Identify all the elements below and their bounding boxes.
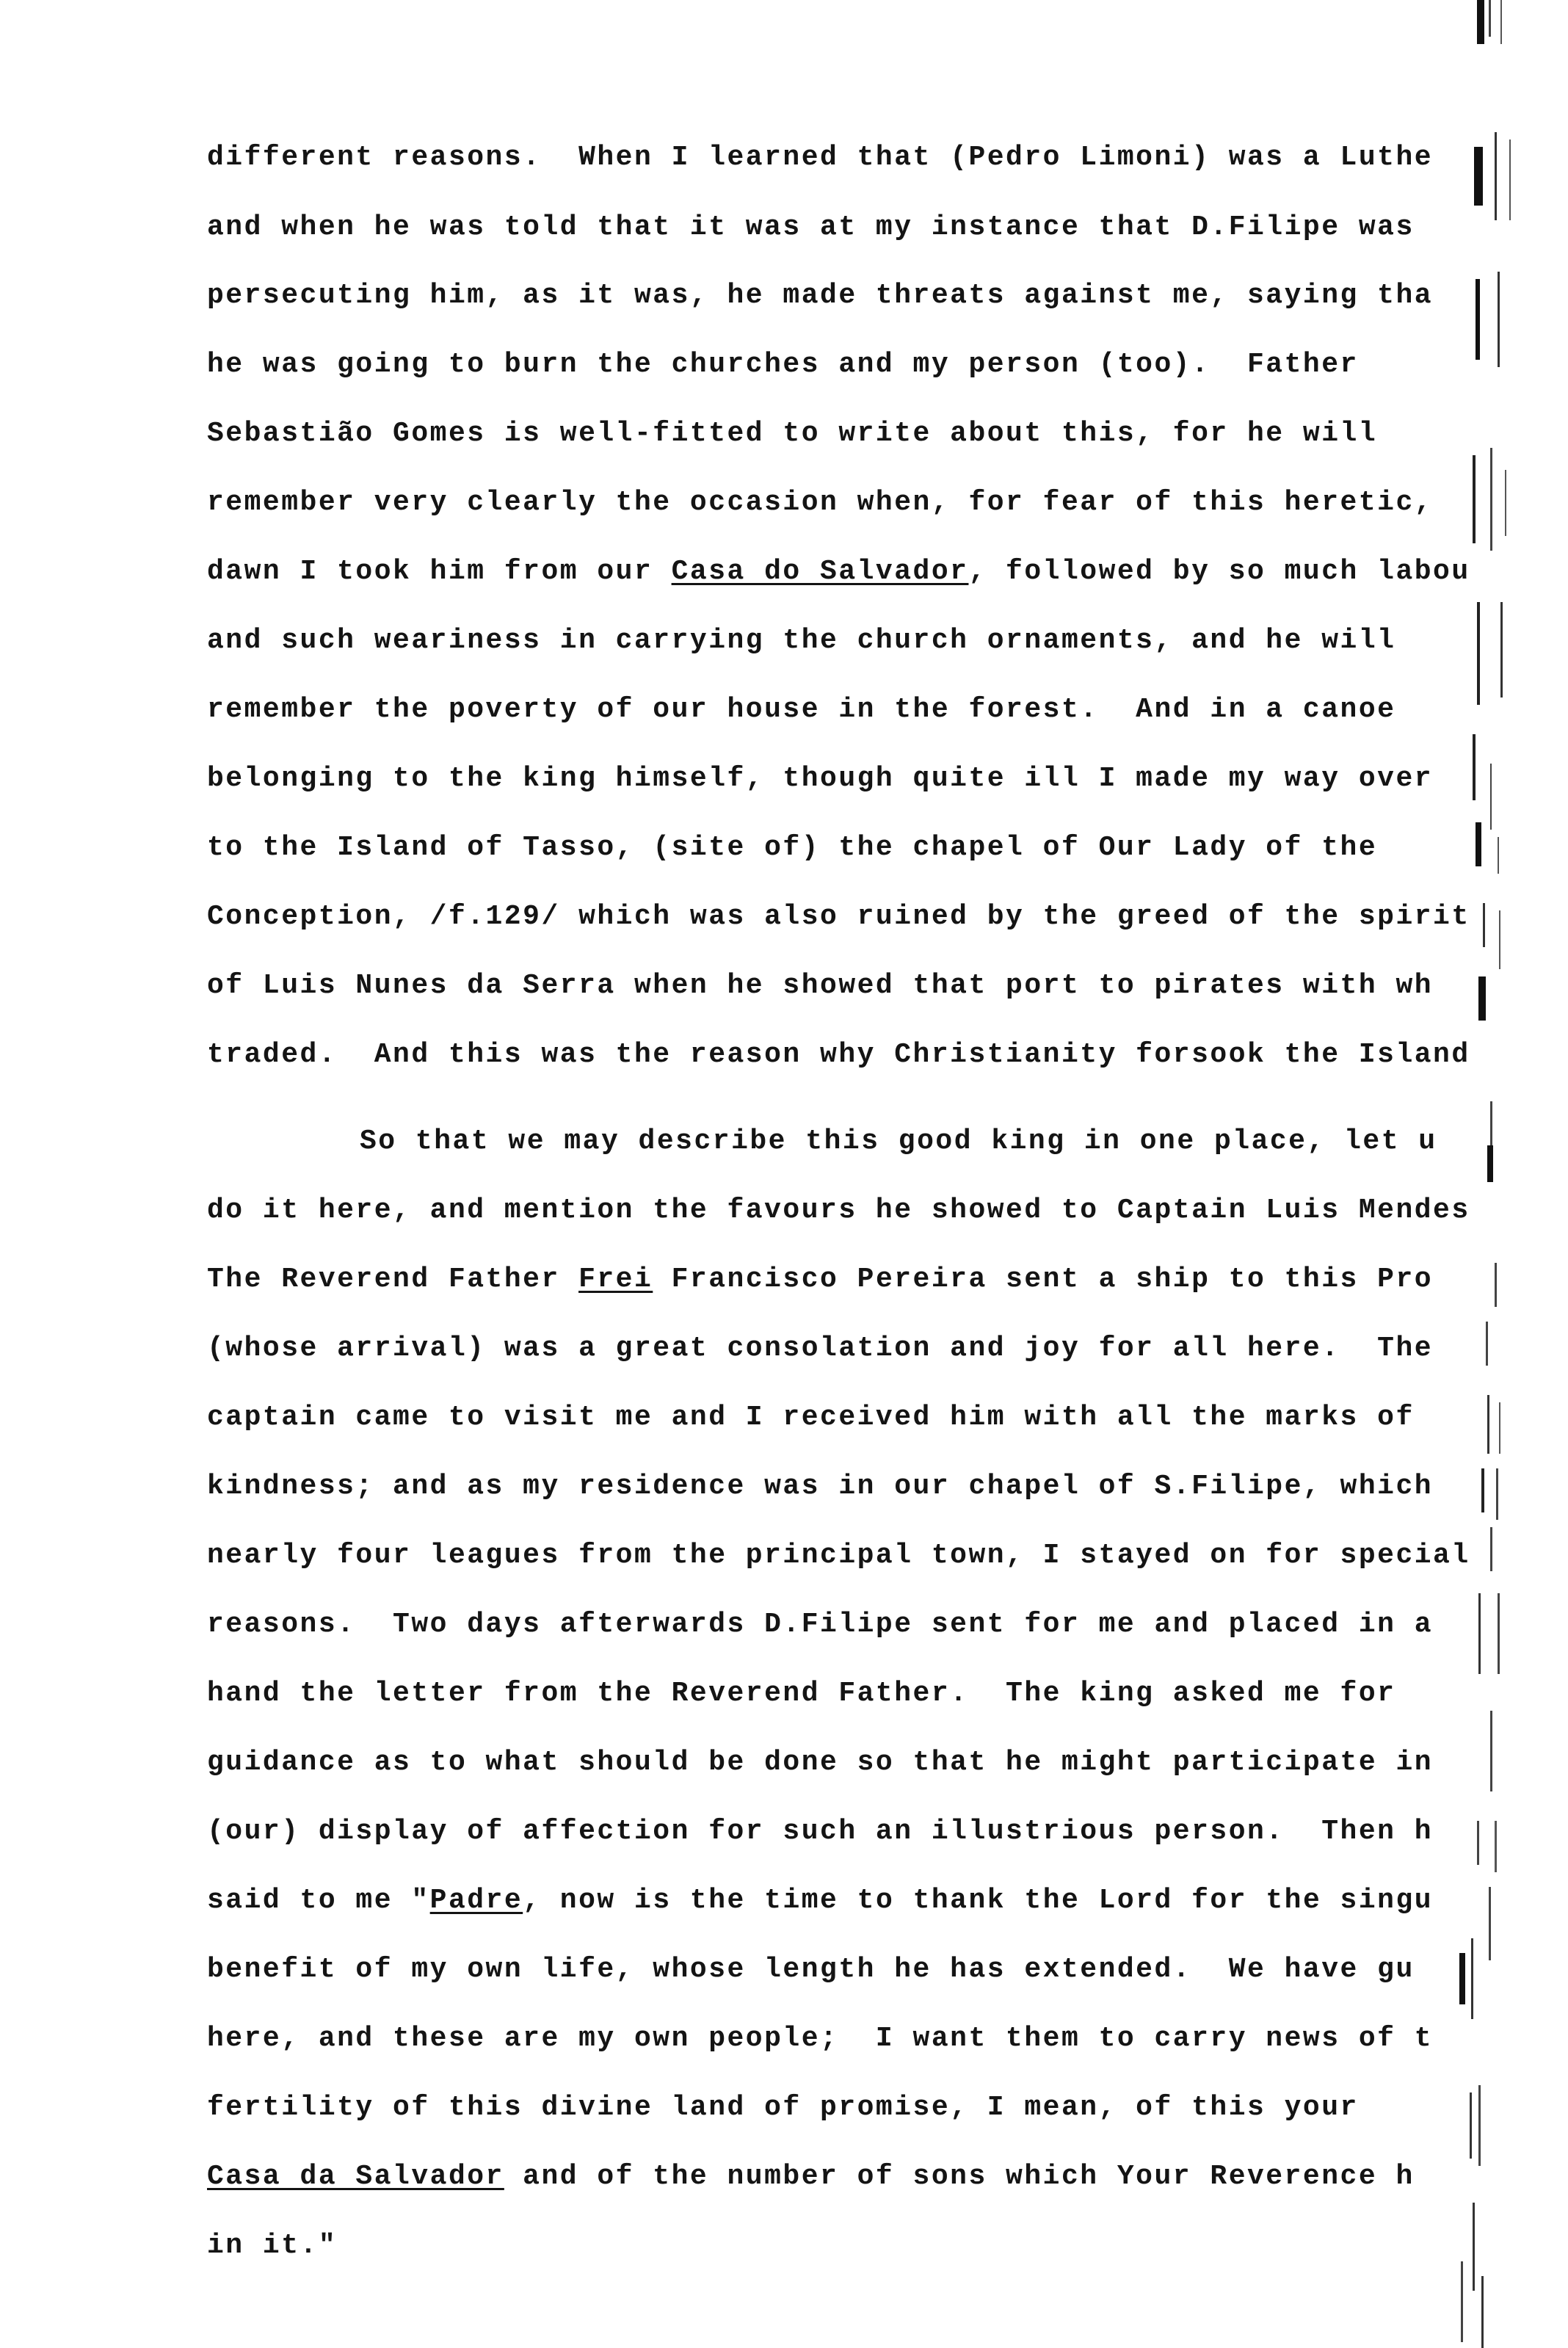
text-line: Sebastião Gomes is well-fitted to write about this, for he will — [207, 418, 1378, 449]
text-line: he was going to burn the churches and my person (too). Father — [207, 349, 1359, 380]
text-line: (our) display of affection for such an illustrious person. Then h — [207, 1816, 1434, 1847]
text-line: of Luis Nunes da Serra when he showed that port to pirates with wh — [207, 970, 1434, 1001]
text-line: persecuting him, as it was, he made threats against me, saying tha — [207, 280, 1434, 311]
text-line: hand the letter from the Reverend Father. The king asked me for — [207, 1678, 1396, 1709]
underlined-term: Padre — [429, 1885, 523, 1916]
text-line: (whose arrival) was a great consolation and joy for all here. The — [207, 1333, 1434, 1364]
text-line: kindness; and as my residence was in our chapel of S.Filipe, which — [207, 1471, 1434, 1502]
text-line: captain came to visit me and I received him with all the marks of — [207, 1402, 1415, 1433]
text-line: fertility of this divine land of promise, I mean, of this your — [207, 2092, 1359, 2123]
text-line: The Reverend Father Frei Francisco Pereira sent a ship to this Pro — [207, 1264, 1434, 1295]
text-line: remember the poverty of our house in the forest. And in a canoe — [207, 694, 1396, 725]
text-line: belonging to the king himself, though quite ill I made my way over — [207, 763, 1434, 794]
text-line: traded. And this was the reason why Christianity forsook the Island — [207, 1039, 1470, 1070]
text-line: Conception, /f.129/ which was also ruined by the greed of the spirit — [207, 901, 1470, 932]
underlined-term: Frei — [578, 1264, 653, 1295]
text-line: So that we may describe this good king in one place, let u — [360, 1126, 1437, 1157]
text-line: said to me "Padre, now is the time to thank the Lord for the singu — [207, 1885, 1434, 1916]
underlined-term: Casa do Salvador — [671, 556, 969, 587]
text-line: reasons. Two days afterwards D.Filipe sent for me and placed in a — [207, 1609, 1434, 1640]
text-line: Casa da Salvador and of the number of sons which Your Reverence h — [207, 2161, 1415, 2192]
text-line: do it here, and mention the favours he showed to Captain Luis Mendes — [207, 1195, 1470, 1226]
text-line: in it." — [207, 2230, 338, 2261]
text-line: here, and these are my own people; I want them to carry news of t — [207, 2023, 1434, 2054]
text-line: remember very clearly the occasion when, for fear of this heretic, — [207, 487, 1434, 518]
text-line: and when he was told that it was at my instance that D.Filipe was — [207, 211, 1415, 243]
text-line: nearly four leagues from the principal town, I stayed on for special — [207, 1540, 1470, 1571]
text-line: and such weariness in carrying the church ornaments, and he will — [207, 625, 1396, 656]
text-line: to the Island of Tasso, (site of) the chapel of Our Lady of the — [207, 832, 1378, 863]
text-line: guidance as to what should be done so that he might participate in — [207, 1747, 1434, 1778]
text-line: dawn I took him from our Casa do Salvador, followed by so much labou — [207, 556, 1470, 587]
underlined-term: Casa da Salvador — [207, 2161, 504, 2192]
text-line: benefit of my own life, whose length he has extended. We have gu — [207, 1954, 1415, 1985]
text-line: different reasons. When I learned that (Pedro Limoni) was a Luthe — [207, 142, 1434, 173]
